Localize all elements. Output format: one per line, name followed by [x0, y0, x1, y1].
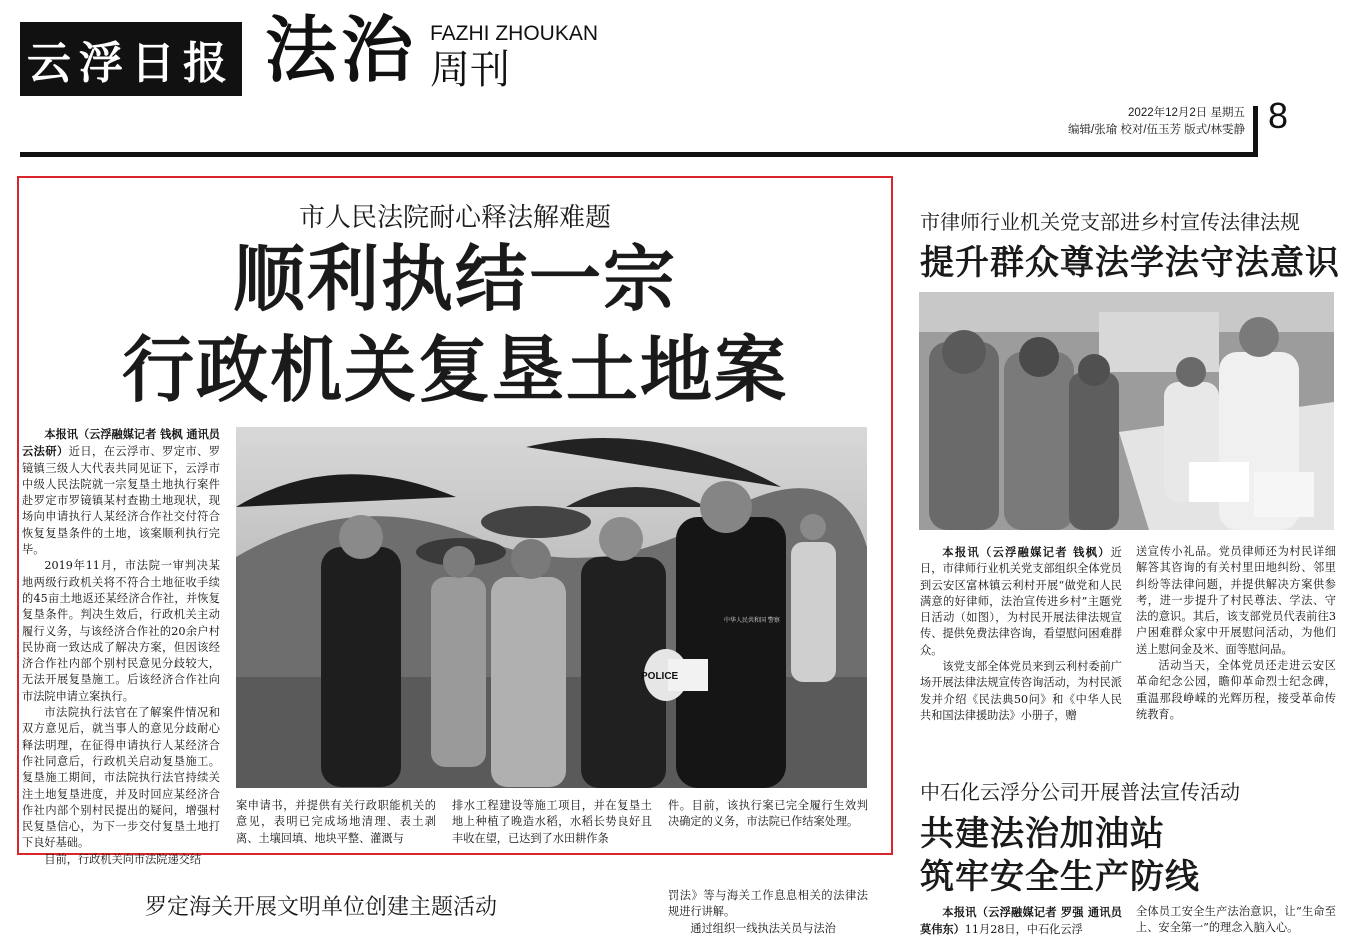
- bottom-story-headline: 罗定海关开展文明单位创建主题活动: [145, 895, 498, 920]
- lead-story-column-2: [236, 798, 436, 847]
- right-story-1-paragraph: 送宣传小礼品。党员律师还为村民详细解答其咨询的有关村里田地纠纷、邻里纠纷等法律问题，并提供解决方案供参考，进一步提升了村民尊法、学法、守法的意识。其后，该支部党员代表前往3户困难群众家中开展慰问活动，为他们送上慰问金及米、面等慰问品。: [1136, 545, 1336, 656]
- right-story-2-kicker: 中石化云浮分公司开展普法宣传活动: [920, 780, 1240, 804]
- photo-patch-label: 中华人民共和国 警察: [724, 617, 780, 624]
- right-story-2-headline-line1: 共建法治加油站: [920, 814, 1165, 854]
- right-story-2-headline-line2: 筑牢安全生产防线: [920, 857, 1200, 897]
- bottom-story-paragraph: 通过组织一线执法关员与法治: [690, 921, 836, 935]
- lead-story-kicker: 市人民法院耐心释法解难题: [298, 203, 611, 233]
- lead-story-column-1: [22, 426, 220, 866]
- lead-story-paragraph: 案申请书，并提供有关行政职能机关的意见，表明已完成场地清理、表土剥离、土壤回填、地块平整、灌溉与: [236, 799, 436, 845]
- right-story-1-column-1: [920, 544, 1122, 724]
- lead-story-photo: [236, 427, 867, 788]
- right-story-1-column-2: [1136, 544, 1336, 723]
- section-title: 法治: [265, 8, 418, 92]
- lead-story-column-4: [668, 798, 868, 831]
- right-story-1-headline: 提升群众尊法学法守法意识: [920, 243, 1340, 283]
- lead-story-paragraph: 件。目前，该执行案已完全履行生效判决确定的义务，市法院已作结案处理。: [668, 799, 868, 829]
- masthead-rule: [20, 152, 1258, 157]
- lead-story-paragraph: 目前，行政机关向市法院递交结: [44, 852, 202, 866]
- right-story-1-paragraph: 该党支部全体党员来到云利村委前广场开展法律法规宣传咨询活动，为村民派发并介绍《民法典50问》和《中华人民共和国法律援助法》小册子，赠: [920, 660, 1122, 722]
- right-story-2-column-2: [1136, 904, 1336, 935]
- bottom-story-column: [668, 888, 868, 935]
- right-story-1-kicker: 市律师行业机关党支部进乡村宣传法律法规: [920, 210, 1300, 234]
- right-story-1-paragraph: 近日，市律师行业机关党支部组织全体党员到云安区富林镇云利村开展“做党和人民满意的好律师，法治宣传进乡村”主题党日活动（如图），为村民开展法律法规宣传、提供免费法律咨询，看望慰问困难群众。: [920, 546, 1122, 657]
- lead-story-paragraph: 2019年11月，市法院一审判决某地两级行政机关将不符合土地征收手续的45亩土地返还某经济合作社，并恢复复垦条件。判决生效后，行政机关主动履行义务，与该经济合作社的20余户村民协商一致达成了解决方案，但因该经济合作社内部个别村民意见分歧较大，无法开展复垦施工。后该经济合作社向市法院申请立案执行。: [22, 559, 220, 703]
- issue-date: 2022年12月2日 星期五: [1128, 107, 1245, 119]
- right-story-2-paragraph: 全体员工安全生产法治意识，让“生命至上、安全第一”的理念入脑入心。: [1136, 905, 1336, 935]
- lead-story-headline-line2: 行政机关复垦土地案: [121, 327, 788, 412]
- lead-story-paragraph: 市法院执行法官在了解案件情况和双方意见后，就当事人的意见分歧耐心释法明理，在征得申请执行人某经济合作社同意后，行政机关启动复垦施工。复垦施工期间，市法院执行法官持续关注土地复垦进度，并及时回应某经济合作社内部个别村民提出的疑问，增强村民复垦信心，为下一步交付复垦土地打下良好基础。: [22, 706, 220, 850]
- right-photo-illustration: [919, 292, 1334, 530]
- section-subtitle: 周刊: [430, 47, 510, 93]
- bottom-story-paragraph: 罚法》等与海关工作息息相关的法律法规进行讲解。: [668, 889, 868, 919]
- right-story-1-photo: [919, 292, 1334, 530]
- lead-story-paragraph: 近日，在云浮市、罗定市、罗镜镇三级人大代表共同见证下，云浮市中级人民法院就一宗复垦土地执行案件赴罗定市罗镜镇某村查勘土地现状，现场向申请执行人某经济合作社交付符合恢复复垦条件的土地，该案顺利执行完毕。: [22, 445, 220, 557]
- newspaper-logo: [20, 22, 242, 96]
- right-story-1-byline: 本报讯（云浮融媒记者 钱枫）: [942, 545, 1111, 559]
- lead-story-paragraph: 排水工程建设等施工项目，并在复垦土地上种植了晚造水稻，水稻长势良好且丰收在望，已达到了水田耕作条: [452, 799, 652, 845]
- right-story-2-byline: 本报讯（云浮融媒记者 罗强 通讯员 莫伟东）: [920, 905, 1122, 937]
- lead-photo-illustration: [236, 427, 867, 788]
- masthead-rule-hook: [1253, 106, 1258, 157]
- right-story-1-paragraph: 活动当天，全体党员还走进云安区革命纪念公园，瞻仰革命烈士纪念碑，重温那段峥嵘的光辉历程，接受革命传统教育。: [1136, 659, 1336, 721]
- lead-story-byline: 本报讯（云浮融媒记者 钱枫 通讯员 云法研）: [22, 427, 220, 459]
- editor-credits: 编辑/张瑜 校对/伍玉芳 版式/林雯静: [1068, 124, 1245, 136]
- page-number: 8: [1268, 95, 1289, 136]
- lead-story-headline-line1: 顺利执结一宗: [232, 236, 677, 321]
- section-pinyin: FAZHI ZHOUKAN: [430, 22, 599, 45]
- photo-police-label: POLICE: [641, 671, 679, 682]
- right-story-2-paragraph: 11月28日，中石化云浮: [964, 923, 1083, 937]
- right-story-2-column-1: [920, 904, 1122, 937]
- lead-story-column-3: [452, 798, 652, 847]
- newspaper-logo-text: 云浮日报: [27, 38, 235, 89]
